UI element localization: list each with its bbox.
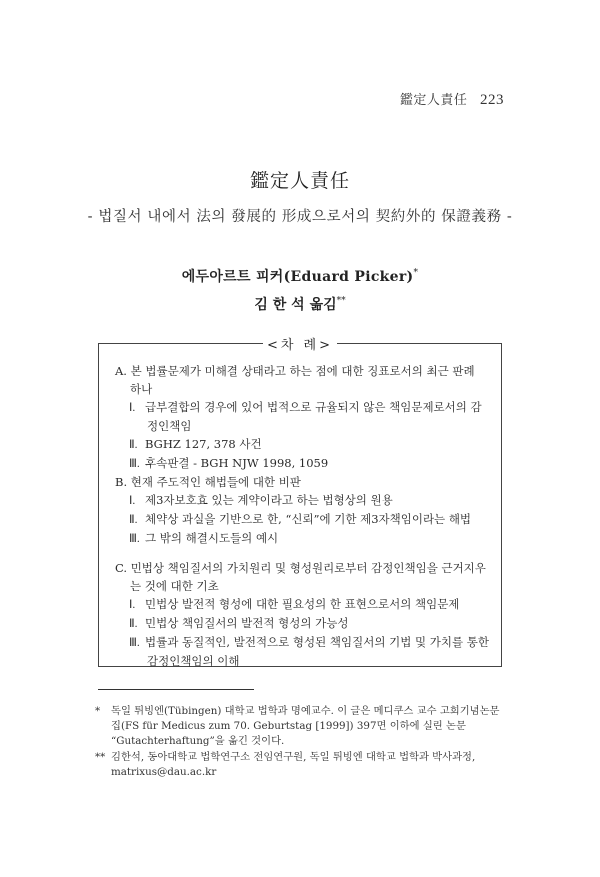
footnote (95, 750, 505, 780)
toc-item-cont: 감정인책임의 이해 (147, 654, 240, 668)
toc-label: <차 례> (263, 338, 337, 353)
author-footnote-mark: * (413, 268, 419, 278)
footnote-text: 독일 튀빙엔(Tübingen) 대학교 법학과 명예교수. 이 글은 메디쿠스 교수 고희기념논문집(FS für Medicus zum 70. Geburtstag [1999]) 397면 이하에 실린 논문 “Gutachterhaftung”을 옮긴 것이다. (111, 705, 500, 747)
toc-section-heading-cont: 하나 (130, 382, 153, 396)
toc-item-number: Ⅲ. (129, 637, 140, 649)
footnote-divider (98, 689, 254, 690)
footnote-mark: * (95, 705, 101, 717)
toc-item-text: 민법상 책임질서의 발전적 형성의 가능성 (145, 616, 349, 630)
toc-item-cont: 정인책임 (147, 419, 192, 433)
toc-item-text: 체약상 과실을 기반으로 한, “신뢰”에 기한 제3자책임이라는 해법 (145, 512, 472, 526)
toc-item-text: 제3자보호효 있는 계약이라고 하는 법형상의 원용 (145, 493, 393, 507)
article-title: 鑑定人責任 (249, 170, 350, 192)
toc-item (115, 454, 493, 473)
translator-name: 김 한 석 옮김 (254, 297, 337, 313)
toc-item-text: 후속판결 - BGH NJW 1998, 1059 (145, 456, 329, 470)
toc-section-a (115, 362, 493, 473)
toc-item-number: Ⅰ. (129, 402, 136, 414)
translator-line (0, 294, 600, 314)
author-line (0, 266, 600, 286)
toc-item-number: Ⅰ. (129, 495, 136, 507)
running-header-title: 鑑定人責任 (399, 93, 468, 108)
toc-label-wrap (0, 334, 600, 353)
author-name: 에두아르트 피커(Eduard Picker) (181, 269, 414, 285)
toc-section-heading: A. 본 법률문제가 미해결 상태라고 하는 점에 대한 징표로서의 최근 판례 (115, 364, 475, 378)
toc-section-heading: B. 현재 주도적인 해법들에 대한 비판 (115, 475, 301, 489)
toc-item-text: 민법상 발전적 형성에 대한 필요성의 한 표현으로서의 책임문제 (145, 597, 460, 611)
toc-section-heading: C. 민법상 책임질서의 가치원리 및 형성원리로부터 감정인책임을 근거지우 (115, 561, 486, 575)
toc-item (115, 398, 493, 417)
translator-footnote-mark: ** (336, 296, 346, 306)
toc-section-c (115, 559, 493, 670)
toc-item-text: 그 밖의 해결시도들의 예시 (145, 531, 279, 545)
toc-item (115, 614, 493, 633)
toc-item-text: BGHZ 127, 378 사건 (145, 437, 262, 451)
footnote-mark: ** (95, 751, 106, 763)
footnotes (95, 704, 505, 780)
running-header (400, 89, 504, 109)
toc-item-number: Ⅰ. (129, 599, 136, 611)
toc-item-number: Ⅱ. (129, 439, 138, 451)
toc-item-text: 법률과 동질적인, 발전적으로 형성된 책임질서의 기법 및 가치를 통한 (145, 635, 489, 649)
toc-item-text: 급부결합의 경우에 있어 법적으로 규율되지 않은 책임문제로서의 감 (145, 400, 482, 414)
toc-item-number: Ⅱ. (129, 618, 138, 630)
toc-section-heading-cont: 는 것에 대한 기초 (130, 579, 219, 593)
footnote (95, 704, 505, 749)
article-subtitle: - 법질서 내에서 法의 發展的 形成으로서의 契約外的 保證義務 - (87, 209, 513, 225)
toc-item (115, 595, 493, 614)
toc-item (115, 435, 493, 454)
toc-item-number: Ⅱ. (129, 514, 138, 526)
footnote-text: 김한석, 동아대학교 법학연구소 전임연구원, 독일 튀빙엔 대학교 법학과 박사과정, matrixus@dau.ac.kr (111, 751, 476, 778)
toc-item-number: Ⅲ. (129, 458, 140, 470)
page-number: 223 (480, 92, 504, 108)
toc-item (115, 633, 493, 652)
toc-item (115, 491, 493, 510)
toc-item-number: Ⅲ. (129, 533, 140, 545)
toc-section-b (115, 473, 493, 548)
toc-item (115, 510, 493, 529)
toc-item (115, 529, 493, 548)
